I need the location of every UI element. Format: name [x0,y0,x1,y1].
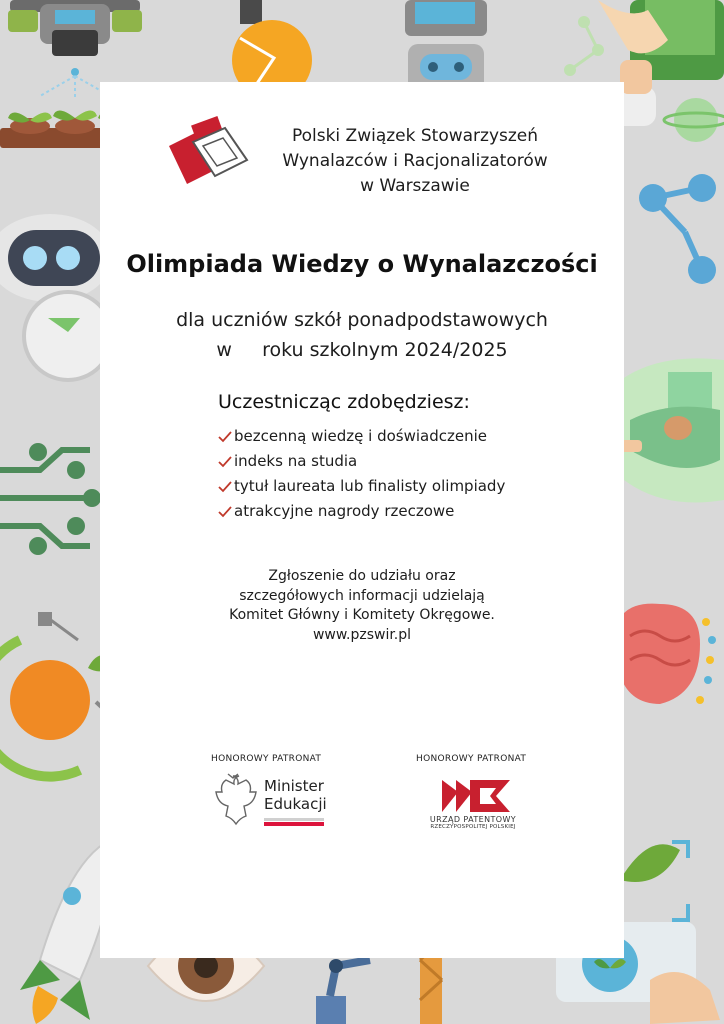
benefit-text: atrakcyjne nagrody rzeczowe [234,502,455,520]
organization-name-line: w Warszawie [360,176,470,196]
brain-icon [615,604,716,704]
subtitle-line-2: w roku szkolnym 2024/2025 [216,339,508,361]
info-line: szczegółowych informacji udzielają [239,587,485,604]
patent-office-name-line: URZĄD PATENTOWY [429,815,517,824]
organization-name [250,124,580,199]
check-icon [218,505,232,519]
benefits-heading: Uczestnicząc zdobędziesz: [218,391,470,413]
patent-office-logo-icon [440,774,512,814]
minister-patronage-label: HONOROWY PATRONAT [211,754,322,764]
info-line: Komitet Główny i Komitety Okręgowe. [229,607,495,623]
check-icon [218,430,232,444]
list-item [218,424,505,449]
minister-name [264,777,327,813]
pzswir-logo-icon [165,116,251,194]
benefit-text: indeks na studia [234,452,358,470]
application-info [180,567,544,645]
patent-office-name-line: RZECZYPOSPOLITEJ POLSKIEJ [430,824,516,830]
patent-office-patronage-label: HONOROWY PATRONAT [416,754,527,764]
page-title: Olimpiada Wiedzy o Wynalazczości [126,250,598,278]
circuit-icon [0,443,101,555]
organization-name-line: Polski Związek Stowarzyszeń [291,126,539,146]
benefit-text: tytuł laureata lub finalisty olimpiady [234,477,506,495]
list-item [218,499,505,524]
minister-name-line: Minister [264,777,324,795]
polish-flag-stripe-icon [264,818,324,826]
organization-name-line: Wynalazców i Racjonalizatorów [282,151,548,171]
minister-name-line: Edukacji [264,795,327,813]
benefits-list [218,424,505,524]
network-icon [639,174,716,284]
check-icon [218,480,232,494]
list-item [218,449,505,474]
polish-eagle-icon [208,772,258,826]
info-line: Zgłoszenie do udziału oraz [268,568,456,584]
molecule-icon [564,16,604,76]
website-link[interactable]: www.pzswir.pl [312,626,412,643]
check-icon [218,455,232,469]
rocket-icon [20,840,112,1024]
benefit-text: bezcenną wiedzę i doświadczenie [234,427,487,445]
subtitle-line-1: dla uczniów szkół ponadpodstawowych [176,309,548,331]
list-item [218,474,505,499]
patent-office-name [423,815,523,830]
